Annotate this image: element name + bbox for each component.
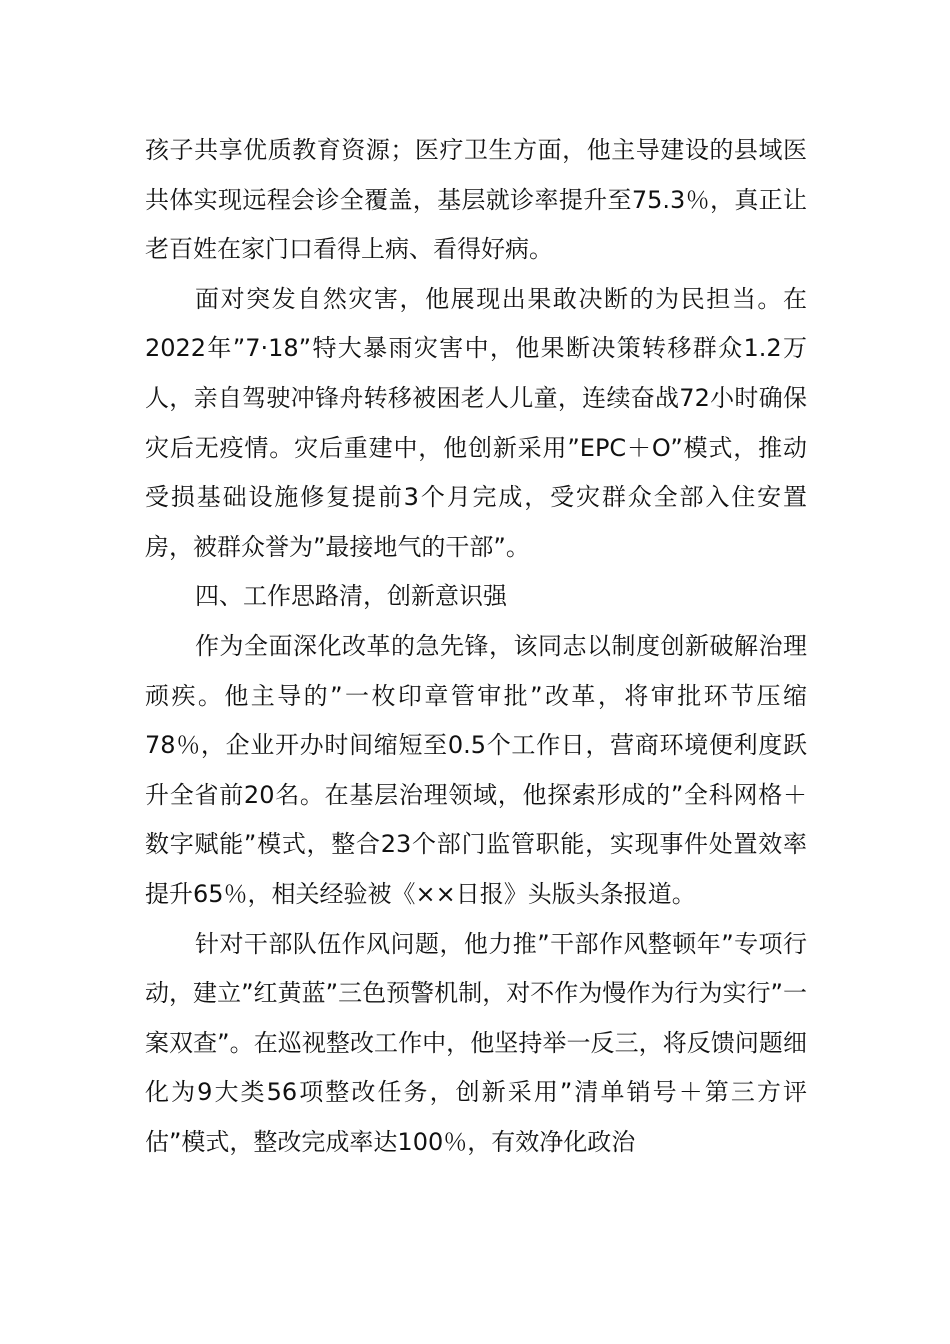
paragraph-continuation: 孩子共享优质教育资源；医疗卫生方面，他主导建设的县域医共体实现远程会诊全覆盖，基层就诊率提升至75.3％，真正让老百姓在家门口看得上病、看得好病。: [145, 136, 807, 264]
section-heading-four: 四、工作思路清，创新意识强: [195, 582, 507, 611]
paragraph-reform-innovation: 作为全面深化改革的急先锋，该同志以制度创新破解治理顽疾。他主导的”一枚印章管审批”改革，将审批环节压缩78％，企业开办时间缩短至0.5个工作日，营商环境便利度跃升全省前20名。在基层治理领域，他探索形成的”全科网格＋数字赋能”模式，整合23个部门监管职能，实现事件处置效率提升65％，相关经验被《××日报》头版头条报道。: [145, 631, 807, 908]
paragraph-disaster-response: 面对突发自然灾害，他展现出果敢决断的为民担当。在2022年”7·18”特大暴雨灾害中，他果断决策转移群众1.2万人，亲自驾驶冲锋舟转移被困老人儿童，连续奋战72小时确保灾后无疫情。灾后重建中，他创新采用”EPC＋O”模式，推动受损基础设施修复提前3个月完成，受灾群众全部入住安置房，被群众誉为”最接地气的干部”。: [145, 284, 807, 561]
document-body: [145, 126, 807, 1167]
paragraph-work-style: 针对干部队伍作风问题，他力推”干部作风整顿年”专项行动，建立”红黄蓝”三色预警机制，对不作为慢作为行为实行”一案双查”。在巡视整改工作中，他坚持举一反三，将反馈问题细化为9大类56项整改任务，创新采用”清单销号＋第三方评估”模式，整改完成率达100％，有效净化政治: [145, 929, 807, 1156]
